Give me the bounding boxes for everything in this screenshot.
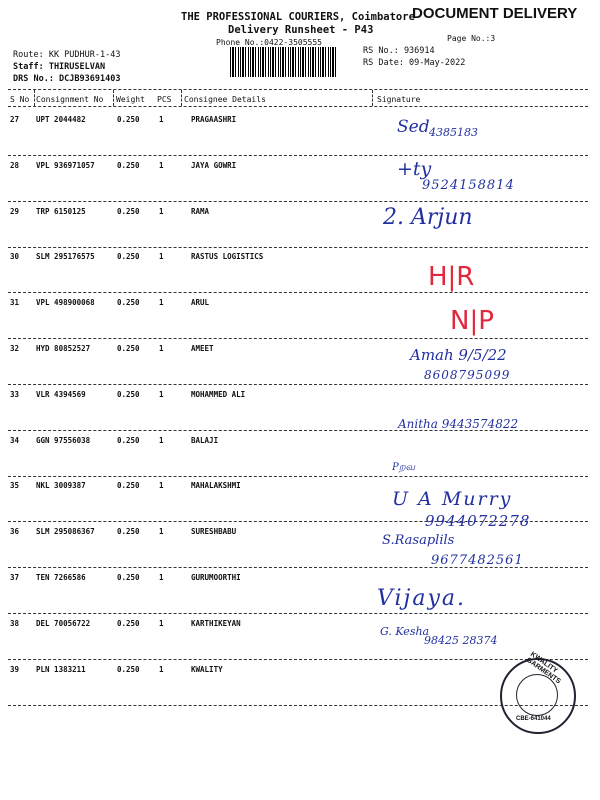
col-divider — [372, 90, 373, 106]
col-pcs: PCS — [157, 95, 172, 104]
row-pcs: 1 — [159, 619, 164, 628]
row-consignment-no: NKL 3009387 — [36, 481, 86, 490]
row-consignment-no: TEN 7266586 — [36, 573, 86, 582]
col-signature: Signature — [377, 95, 421, 104]
signature-34: Anitha 9443574822 — [398, 417, 519, 431]
row-consignment-no: SLM 295086367 — [36, 527, 95, 536]
signature-28: +ty — [397, 158, 432, 180]
signature-31-stamp: N|P — [450, 306, 494, 336]
row-consignee-name: MOHAMMED ALI — [191, 390, 246, 399]
header-top-divider — [8, 89, 588, 90]
row-consignee-name: PRAGAASHRI — [191, 115, 237, 124]
row-consignment-no: VLR 4394569 — [36, 390, 86, 399]
company-title: THE PROFESSIONAL COURIERS, Coimbatore — [181, 11, 415, 23]
row-sno: 34 — [10, 436, 20, 445]
row-consignee-name: BALAJI — [191, 436, 219, 445]
row-consignee-name: ARUL — [191, 298, 210, 307]
row-divider — [8, 201, 588, 202]
row-consignment-no: PLN 1383211 — [36, 665, 86, 674]
row-weight: 0.250 — [117, 481, 140, 490]
row-consignee-name: SURESHBABU — [191, 527, 237, 536]
signature-36-number: 9944072278 — [425, 512, 531, 530]
row-weight: 0.250 — [117, 527, 140, 536]
row-divider — [8, 338, 588, 339]
table-row — [0, 390, 600, 402]
row-pcs: 1 — [159, 207, 164, 216]
row-pcs: 1 — [159, 436, 164, 445]
row-consignee-name: AMEET — [191, 344, 214, 353]
row-consignee-name: MAHALAKSHMI — [191, 481, 241, 490]
row-consignee-name: JAYA GOWRI — [191, 161, 237, 170]
row-weight: 0.250 — [117, 665, 140, 674]
row-consignment-no: SLM 295176575 — [36, 252, 95, 261]
row-pcs: 1 — [159, 161, 164, 170]
row-weight: 0.250 — [117, 207, 140, 216]
row-sno: 37 — [10, 573, 20, 582]
row-consignment-no: VPL 498900068 — [36, 298, 95, 307]
phone-number: Phone No.:0422-3505555 — [216, 38, 322, 47]
row-sno: 39 — [10, 665, 20, 674]
col-divider — [181, 90, 182, 106]
row-pcs: 1 — [159, 115, 164, 124]
page-number: Page No.:3 — [447, 34, 496, 43]
row-pcs: 1 — [159, 298, 164, 307]
drs-number: DRS No.: DCJB93691403 — [13, 74, 121, 84]
row-sno: 31 — [10, 298, 20, 307]
row-consignment-no: TRP 6150125 — [36, 207, 86, 216]
row-divider — [8, 384, 588, 385]
row-sno: 30 — [10, 252, 20, 261]
staff-label: Staff: THIRUSELVAN — [13, 62, 106, 72]
row-consignment-no: DEL 70056722 — [36, 619, 91, 628]
table-row — [0, 115, 600, 127]
row-pcs: 1 — [159, 344, 164, 353]
signature-36b-number: 9677482561 — [431, 553, 524, 568]
col-divider — [113, 90, 114, 106]
signature-37: Vijaya. — [377, 586, 467, 611]
signature-27: Sed — [397, 117, 430, 137]
row-weight: 0.250 — [117, 161, 140, 170]
row-pcs: 1 — [159, 252, 164, 261]
row-consignee-name: GURUMOORTHI — [191, 573, 241, 582]
signature-30-stamp: H|R — [428, 262, 475, 292]
row-consignee-name: KWALITY — [191, 665, 223, 674]
row-sno: 33 — [10, 390, 20, 399]
row-consignee-name: RASTUS LOGISTICS — [191, 252, 264, 261]
signature-38-number: 98425 28374 — [424, 634, 498, 647]
table-row — [0, 161, 600, 173]
row-divider — [8, 613, 588, 614]
col-consignee-details: Consignee Details — [184, 95, 266, 104]
row-sno: 35 — [10, 481, 20, 490]
runsheet-title: Delivery Runsheet - P43 — [228, 24, 374, 36]
col-sno: S No — [10, 95, 30, 104]
signature-36: U A Murry — [392, 488, 513, 510]
row-sno: 27 — [10, 115, 20, 124]
rs-date: RS Date: 09-May-2022 — [363, 58, 466, 68]
barcode — [230, 47, 338, 77]
row-consignment-no: GGN 97556038 — [36, 436, 91, 445]
col-consignment-no: Consignment No — [36, 95, 104, 104]
row-weight: 0.250 — [117, 619, 140, 628]
stamp-company-name: KWALITY GARMENTS — [524, 650, 562, 686]
row-consignment-no: UPT 2044482 — [36, 115, 86, 124]
row-weight: 0.250 — [117, 252, 140, 261]
row-weight: 0.250 — [117, 573, 140, 582]
table-row — [0, 573, 600, 585]
row-weight: 0.250 — [117, 436, 140, 445]
table-row — [0, 252, 600, 264]
table-row — [0, 298, 600, 310]
row-divider — [8, 476, 588, 477]
row-consignee-name: KARTHIKEYAN — [191, 619, 241, 628]
table-row — [0, 207, 600, 219]
row-pcs: 1 — [159, 665, 164, 674]
row-divider — [8, 155, 588, 156]
row-weight: 0.250 — [117, 298, 140, 307]
header-bottom-divider — [8, 106, 588, 107]
row-consignment-no: HYD 80852527 — [36, 344, 91, 353]
table-row — [0, 619, 600, 631]
row-sno: 29 — [10, 207, 20, 216]
rs-number: RS No.: 936914 — [363, 46, 435, 56]
row-weight: 0.250 — [117, 115, 140, 124]
stamp-code: CBE-641044 — [516, 716, 551, 722]
route-label: Route: KK PUDHUR-1-43 — [13, 50, 121, 60]
row-consignment-no: VPL 936971057 — [36, 161, 95, 170]
signature-32: Amah 9/5/22 — [410, 346, 507, 364]
signature-28-number: 9524158814 — [422, 178, 515, 193]
row-sno: 38 — [10, 619, 20, 628]
signature-36b: S.Rasaplils — [382, 533, 455, 548]
row-weight: 0.250 — [117, 390, 140, 399]
row-pcs: 1 — [159, 573, 164, 582]
table-row — [0, 344, 600, 356]
row-divider — [8, 292, 588, 293]
row-sno: 36 — [10, 527, 20, 536]
col-weight: Weight — [116, 95, 145, 104]
row-pcs: 1 — [159, 527, 164, 536]
row-divider — [8, 659, 588, 660]
row-pcs: 1 — [159, 390, 164, 399]
company-stamp — [500, 650, 576, 734]
row-weight: 0.250 — [117, 344, 140, 353]
signature-29: 2. Arjun — [383, 205, 473, 230]
row-divider — [8, 247, 588, 248]
signature-32-number: 8608795099 — [424, 368, 511, 382]
signature-38: G. Kesha — [380, 625, 430, 638]
table-row — [0, 436, 600, 448]
document-delivery-heading: DOCUMENT DELIVERY — [412, 5, 578, 22]
col-divider — [34, 90, 35, 106]
signature-35: Pறவ — [392, 462, 416, 473]
row-sno: 28 — [10, 161, 20, 170]
row-pcs: 1 — [159, 481, 164, 490]
signature-27-number: 4385183 — [429, 126, 478, 139]
row-consignee-name: RAMA — [191, 207, 210, 216]
row-sno: 32 — [10, 344, 20, 353]
